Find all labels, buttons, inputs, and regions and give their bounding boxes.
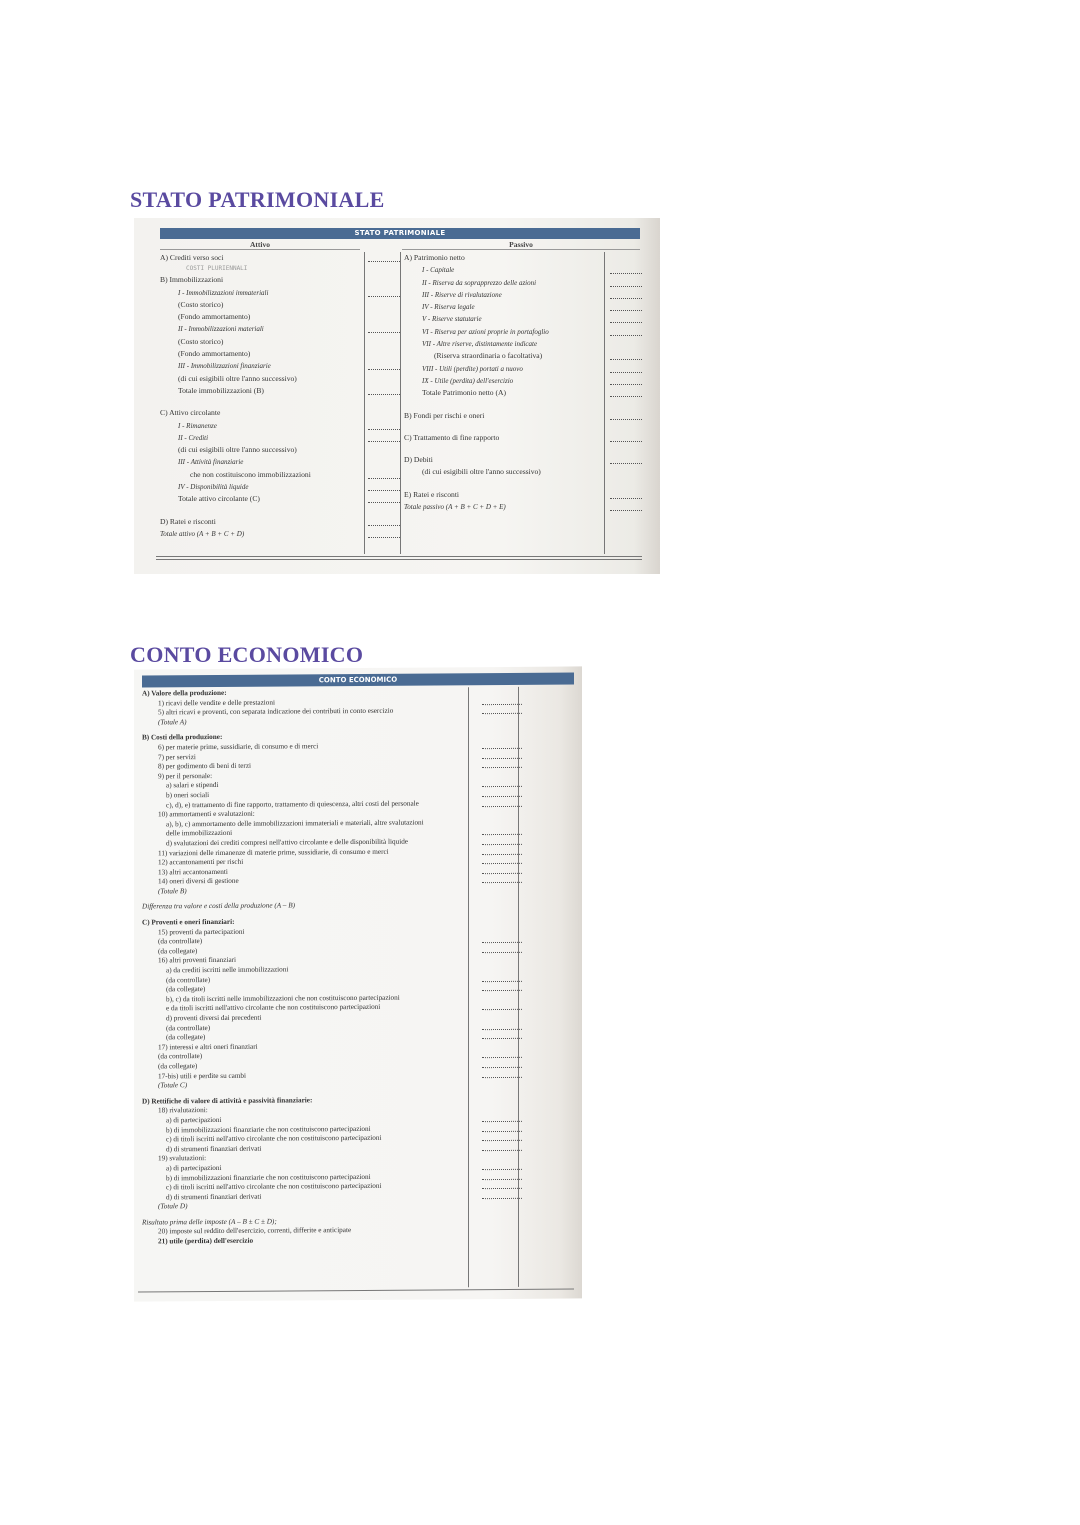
- value-placeholder: [610, 372, 642, 373]
- table-row: 17-bis) utili e perdite su cambi: [158, 1071, 247, 1080]
- table-row: b) di immobilizzazioni finanziarie che non costituiscono partecipazioni: [166, 1172, 371, 1182]
- table-row: 20) imposte sul reddito dell'esercizio, correnti, differite e anticipate: [158, 1226, 352, 1236]
- value-placeholder: [610, 510, 642, 511]
- value-placeholder: [482, 713, 522, 714]
- value-placeholder: [610, 441, 642, 442]
- table-row: 19) svalutazioni:: [158, 1154, 207, 1163]
- value-placeholder: [482, 1038, 522, 1039]
- table-row: c) di titoli iscritti nell'attivo circolante che non costituiscono partecipazioni: [166, 1181, 382, 1192]
- value-placeholder: [610, 286, 642, 287]
- value-placeholder: [482, 758, 522, 759]
- value-placeholder: [482, 806, 522, 807]
- table-row: (da controllate): [166, 1023, 211, 1032]
- table-row: (di cui esigibili oltre l'anno successivo): [178, 373, 297, 383]
- table-row: d) svalutazioni dei crediti compresi nell'attivo circolante e delle disponibilità liquide: [166, 837, 409, 848]
- table-row: e da titoli iscritti nell'attivo circolante che non costituiscono partecipazioni: [166, 1003, 381, 1013]
- table-row: III - Immobilizzazioni finanziarie: [178, 362, 271, 371]
- table-row: 12) accantonamenti per rischi: [158, 857, 244, 867]
- table-row: Totale attivo (A + B + C + D): [160, 529, 245, 538]
- value-placeholder: [482, 952, 522, 953]
- value-placeholder: [482, 1131, 522, 1132]
- value-placeholder: [482, 1188, 522, 1189]
- table-row: (di cui esigibili oltre l'anno successivo): [422, 467, 541, 477]
- table-row: III - Attività finanziarie: [178, 458, 244, 467]
- conto-economico-table-title: CONTO ECONOMICO: [142, 672, 574, 687]
- value-placeholder: [482, 942, 522, 943]
- table-row: II - Crediti: [178, 433, 209, 442]
- table-row: VI - Riserva per azioni proprie in portafoglio: [422, 327, 549, 336]
- handwritten-note: COSTI PLURIENNALI: [186, 265, 248, 272]
- value-placeholder: [482, 1009, 522, 1010]
- value-placeholder: [610, 310, 642, 311]
- value-placeholder: [368, 429, 400, 430]
- table-row: b) oneri sociali: [166, 790, 210, 800]
- table-row: (di cui esigibili oltre l'anno successivo): [178, 445, 297, 455]
- table-row: C) Proventi e oneri finanziari:: [142, 917, 235, 927]
- table-row: a) di partecipazioni: [166, 1115, 222, 1125]
- table-row: 5) altri ricavi e proventi, con separata indicazione dei contributi in conto esercizio: [158, 706, 394, 717]
- value-placeholder: [368, 502, 400, 503]
- table-row: 13) altri accantonamenti: [158, 867, 228, 877]
- table-row: D) Rettifiche di valore di attività e passività finanziarie:: [142, 1096, 313, 1106]
- value-placeholder: [368, 441, 400, 442]
- table-row: (Fondo ammortamento): [178, 312, 251, 322]
- value-placeholder: [368, 296, 400, 297]
- value-placeholder: [482, 704, 522, 705]
- value-placeholder: [368, 261, 400, 262]
- value-placeholder: [610, 498, 642, 499]
- value-placeholder: [482, 796, 522, 797]
- stato-patrimoniale-table-image: [134, 218, 660, 574]
- value-placeholder: [482, 844, 522, 845]
- table-row: IX - Utile (perdita) dell'esercizio: [422, 376, 514, 385]
- table-row: (Fondo ammortamento): [178, 349, 251, 359]
- value-placeholder: [610, 273, 642, 274]
- conto-economico-heading: CONTO ECONOMICO: [130, 642, 364, 667]
- value-placeholder: [610, 396, 642, 397]
- table-row: (Totale A): [158, 717, 187, 727]
- table-row: Totale passivo (A + B + C + D + E): [404, 503, 506, 512]
- value-placeholder: [368, 369, 400, 370]
- stato-patrimoniale-table-title: STATO PATRIMONIALE: [160, 228, 640, 239]
- table-row: delle immobilizzazioni: [166, 829, 233, 838]
- table-row: Totale immobilizzazioni (B): [178, 385, 264, 395]
- table-row: c) di titoli iscritti nell'attivo circolante che non costituiscono partecipazioni: [166, 1133, 382, 1144]
- value-placeholder: [482, 748, 522, 749]
- value-placeholder: [368, 394, 400, 395]
- value-placeholder: [610, 359, 642, 360]
- table-row: Totale attivo circolante (C): [178, 494, 260, 504]
- value-placeholder: [482, 1169, 522, 1170]
- value-placeholder: [610, 419, 642, 420]
- table-row: (da controllate): [158, 1052, 203, 1061]
- table-row: (Totale C): [158, 1081, 188, 1090]
- conto-economico-rows: [142, 687, 472, 1247]
- table-row: D) Ratei e risconti: [160, 516, 216, 526]
- table-row: 14) oneri diversi di gestione: [158, 877, 239, 886]
- value-placeholder: [368, 490, 400, 491]
- table-row: A) Patrimonio netto: [404, 253, 465, 262]
- table-row: Differenza tra valore e costi della produzione (A – B): [142, 901, 295, 911]
- table-row: 8) per godimento di beni di terzi: [158, 761, 252, 771]
- value-placeholder: [368, 332, 400, 333]
- table-row: VIII - Utili (perdite) portati a nuovo: [422, 364, 523, 373]
- table-row: (da collegate): [158, 946, 198, 956]
- table-row: Totale Patrimonio netto (A): [422, 388, 507, 398]
- value-placeholder: [482, 863, 522, 864]
- table-row: (Costo storico): [178, 299, 224, 309]
- table-row: 9) per il personale:: [158, 771, 213, 781]
- table-row: a) di partecipazioni: [166, 1163, 222, 1173]
- table-row: Risultato prima delle imposte (A – B ± C ± D);: [142, 1217, 277, 1227]
- table-row: C) Trattamento di fine rapporto: [404, 432, 500, 442]
- table-row: 18) rivalutazioni:: [158, 1106, 208, 1115]
- table-row: D) Debiti: [404, 455, 433, 465]
- value-placeholder: [482, 1057, 522, 1058]
- table-row: a) salari e stipendi: [166, 781, 219, 790]
- value-placeholder: [482, 1077, 522, 1078]
- value-placeholder: [610, 463, 642, 464]
- table-row: 21) utile (perdita) dell'esercizio: [158, 1236, 254, 1246]
- table-row: 16) altri proventi finanziari: [158, 956, 237, 965]
- table-row: I - Immobilizzazioni immateriali: [178, 288, 269, 297]
- table-row: a), b), c) ammortamento delle immobilizzazioni immateriali e materiali, altre svalutazioni: [166, 818, 424, 829]
- table-row: II - Immobilizzazioni materiali: [178, 325, 264, 334]
- table-row: d) di strumenti finanziari derivati: [166, 1192, 262, 1202]
- value-placeholder: [482, 854, 522, 855]
- table-row: 1) ricavi delle vendite e delle prestazioni: [158, 698, 275, 707]
- value-placeholder: [482, 1121, 522, 1122]
- table-row: VII - Altre riserve, distintamente indicate: [422, 340, 538, 349]
- table-row: d) proventi diversi dai precedenti: [166, 1013, 262, 1023]
- table-row: IV - Disponibilità liquide: [178, 483, 249, 492]
- table-row: b) di immobilizzazioni finanziarie che non costituiscono partecipazioni: [166, 1124, 371, 1134]
- table-row: (Totale D): [158, 1202, 188, 1211]
- table-row: B) Costi della produzione:: [142, 733, 223, 742]
- table-row: (da collegate): [166, 985, 206, 994]
- value-placeholder: [482, 882, 522, 883]
- value-placeholder: [482, 990, 522, 991]
- value-placeholder: [482, 786, 522, 787]
- value-placeholder: [482, 1150, 522, 1151]
- table-row: IV - Riserva legale: [422, 303, 475, 312]
- passivo-header: Passivo: [402, 240, 640, 250]
- table-row: V - Riserve statutarie: [422, 315, 482, 324]
- attivo-column: [160, 252, 360, 540]
- value-placeholder: [610, 298, 642, 299]
- passivo-column: [404, 252, 604, 513]
- table-row: (Costo storico): [178, 336, 224, 346]
- table-row: I - Capitale: [422, 266, 455, 275]
- table-row: B) Fondi per rischi e oneri: [404, 410, 485, 420]
- table-row: a) da crediti iscritti nelle immobilizzazioni: [166, 965, 289, 975]
- value-placeholder: [610, 335, 642, 336]
- value-placeholder: [482, 767, 522, 768]
- value-placeholder: [482, 834, 522, 835]
- value-placeholder: [482, 1067, 522, 1068]
- table-row: B) Immobilizzazioni: [160, 275, 224, 285]
- table-row: che non costituiscono immobilizzazioni: [190, 469, 311, 479]
- table-row: (Totale B): [158, 887, 187, 896]
- value-placeholder: [368, 525, 400, 526]
- table-row: 7) per servizi: [158, 752, 196, 761]
- value-placeholder: [482, 1029, 522, 1030]
- value-placeholder: [368, 478, 400, 479]
- table-row: (Riserva straordinaria o facoltativa): [434, 351, 543, 361]
- table-row: 15) proventi da partecipazioni: [158, 927, 245, 937]
- stato-patrimoniale-heading: STATO PATRIMONIALE: [130, 187, 385, 212]
- table-row: III - Riserve di rivalutazione: [422, 290, 502, 299]
- table-row: (da controllate): [158, 937, 203, 946]
- table-row: 11) variazioni delle rimanenze di materie prime, sussidiarie, di consumo e merci: [158, 847, 389, 857]
- table-row: d) di strumenti finanziari derivati: [166, 1144, 262, 1154]
- table-row: II - Riserva da soprapprezzo delle azioni: [422, 278, 537, 287]
- table-row: b), c) da titoli iscritti nelle immobilizzazioni che non costituiscono partecipazioni: [166, 993, 400, 1004]
- value-placeholder: [482, 1179, 522, 1180]
- table-row: I - Rimanenze: [178, 421, 217, 430]
- table-row: C) Attivo circolante: [160, 408, 221, 418]
- value-placeholder: [482, 873, 522, 874]
- table-row: (da collegate): [158, 1062, 198, 1071]
- table-row: A) Valore della produzione:: [142, 688, 227, 698]
- value-placeholder: [482, 981, 522, 982]
- table-row: 17) interessi e altri oneri finanziari: [158, 1042, 258, 1052]
- attivo-header: Attivo: [160, 240, 360, 250]
- conto-economico-table-image: [134, 666, 582, 1301]
- table-row: 10) ammortamenti e svalutazioni:: [158, 809, 255, 819]
- table-row: c), d), e) trattamento di fine rapporto, trattamento di quiescenza, altri costi del personale: [166, 799, 419, 809]
- value-placeholder: [610, 322, 642, 323]
- table-row: (da collegate): [166, 1033, 206, 1042]
- table-row: A) Crediti verso soci: [160, 253, 224, 262]
- value-placeholder: [482, 1198, 522, 1199]
- table-row: E) Ratei e risconti: [404, 489, 460, 499]
- table-row: (da controllate): [166, 975, 211, 984]
- value-placeholder: [482, 1140, 522, 1141]
- value-placeholder: [610, 384, 642, 385]
- value-placeholder: [368, 537, 400, 538]
- table-row: 6) per materie prime, sussidiarie, di consumo e di merci: [158, 742, 319, 752]
